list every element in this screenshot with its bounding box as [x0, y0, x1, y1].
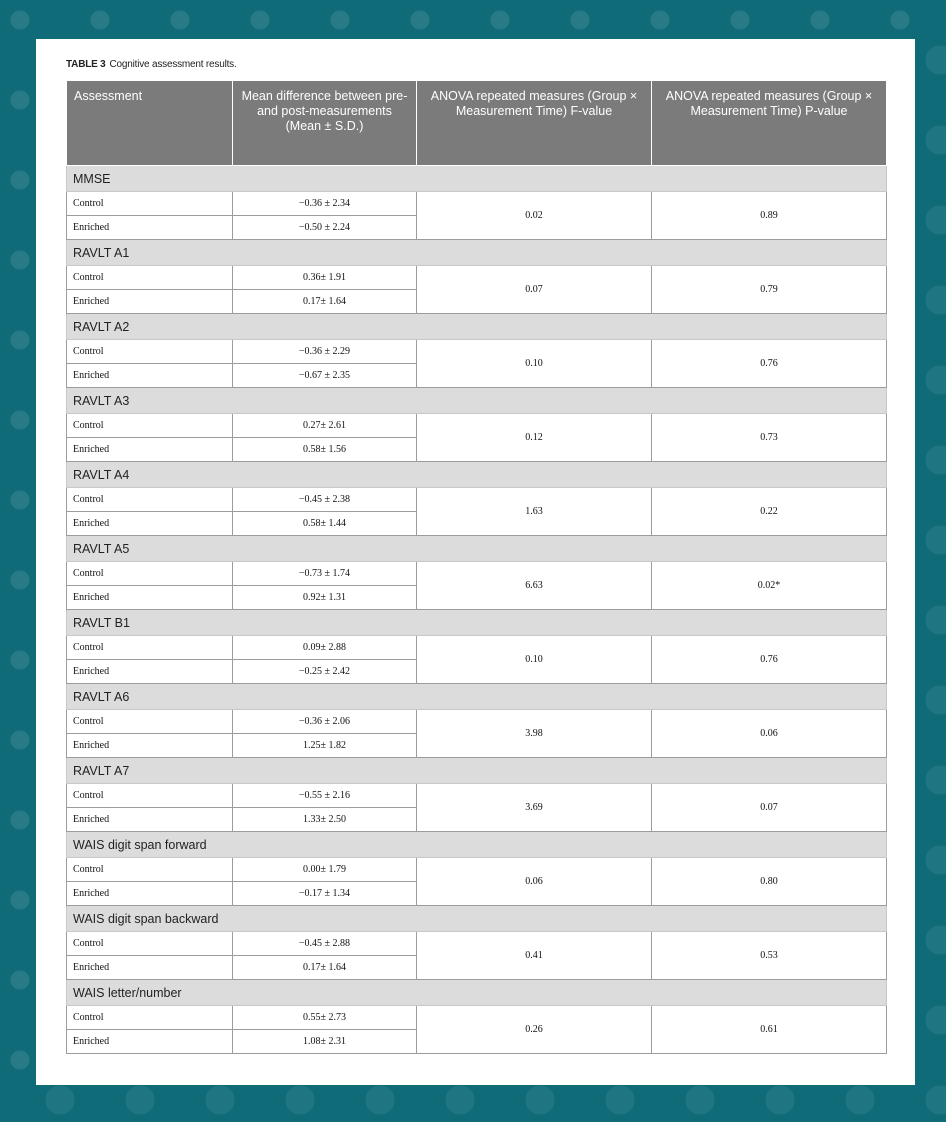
- group-label-cell: Control: [67, 932, 233, 956]
- group-label-cell: Enriched: [67, 512, 233, 536]
- p-value-cell: 0.53: [652, 932, 887, 980]
- p-value-cell: 0.76: [652, 340, 887, 388]
- group-header-row: [67, 832, 887, 858]
- group-header-row: [67, 388, 887, 414]
- table-row: [67, 710, 887, 734]
- group-header-row: [67, 980, 887, 1006]
- p-value-cell: 0.61: [652, 1006, 887, 1054]
- group-header-row: [67, 462, 887, 488]
- p-value-cell: 0.02*: [652, 562, 887, 610]
- group-name: RAVLT A5: [67, 536, 887, 562]
- group-header-row: [67, 610, 887, 636]
- group-label-cell: Control: [67, 192, 233, 216]
- mean-difference-cell: −0.55 ± 2.16: [233, 784, 417, 808]
- mean-difference-cell: 0.17± 1.64: [233, 290, 417, 314]
- mean-difference-cell: 0.55± 2.73: [233, 1006, 417, 1030]
- group-label-cell: Enriched: [67, 290, 233, 314]
- p-value-cell: 0.07: [652, 784, 887, 832]
- mean-difference-cell: −0.36 ± 2.06: [233, 710, 417, 734]
- header-p-value: ANOVA repeated measures (Group × Measurement Time) P-value: [652, 81, 887, 166]
- mean-difference-cell: 1.33± 2.50: [233, 808, 417, 832]
- p-value-cell: 0.79: [652, 266, 887, 314]
- header-row: [67, 81, 887, 166]
- mean-difference-cell: −0.50 ± 2.24: [233, 216, 417, 240]
- group-header-row: [67, 166, 887, 192]
- group-label-cell: Enriched: [67, 438, 233, 462]
- group-label-cell: Control: [67, 266, 233, 290]
- group-header-row: [67, 906, 887, 932]
- group-label-cell: Control: [67, 858, 233, 882]
- mean-difference-cell: 0.09± 2.88: [233, 636, 417, 660]
- mean-difference-cell: −0.36 ± 2.34: [233, 192, 417, 216]
- group-label-cell: Enriched: [67, 734, 233, 758]
- table-row: [67, 636, 887, 660]
- group-name: RAVLT A6: [67, 684, 887, 710]
- mean-difference-cell: 0.00± 1.79: [233, 858, 417, 882]
- group-name: RAVLT A1: [67, 240, 887, 266]
- f-value-cell: 1.63: [417, 488, 652, 536]
- table-row: [67, 562, 887, 586]
- group-label-cell: Enriched: [67, 1030, 233, 1054]
- f-value-cell: 0.10: [417, 340, 652, 388]
- table-caption: [66, 59, 237, 70]
- group-label-cell: Control: [67, 488, 233, 512]
- p-value-cell: 0.89: [652, 192, 887, 240]
- f-value-cell: 0.06: [417, 858, 652, 906]
- group-label-cell: Enriched: [67, 216, 233, 240]
- header-assessment: Assessment: [67, 81, 233, 166]
- mean-difference-cell: −0.45 ± 2.38: [233, 488, 417, 512]
- f-value-cell: 3.98: [417, 710, 652, 758]
- group-name: RAVLT B1: [67, 610, 887, 636]
- group-label-cell: Control: [67, 414, 233, 438]
- group-header-row: [67, 240, 887, 266]
- group-label-cell: Control: [67, 784, 233, 808]
- mean-difference-cell: 1.08± 2.31: [233, 1030, 417, 1054]
- mean-difference-cell: 1.25± 1.82: [233, 734, 417, 758]
- mean-difference-cell: −0.45 ± 2.88: [233, 932, 417, 956]
- f-value-cell: 6.63: [417, 562, 652, 610]
- group-name: WAIS letter/number: [67, 980, 887, 1006]
- p-value-cell: 0.22: [652, 488, 887, 536]
- group-label-cell: Control: [67, 1006, 233, 1030]
- group-name: RAVLT A2: [67, 314, 887, 340]
- group-name: RAVLT A3: [67, 388, 887, 414]
- mean-difference-cell: 0.58± 1.44: [233, 512, 417, 536]
- mean-difference-cell: 0.36± 1.91: [233, 266, 417, 290]
- table-row: [67, 1006, 887, 1030]
- results-table: [66, 80, 887, 1054]
- group-label-cell: Enriched: [67, 882, 233, 906]
- header-mean-difference: Mean difference between pre- and post-measurements (Mean ± S.D.): [233, 81, 417, 166]
- group-label-cell: Enriched: [67, 660, 233, 684]
- table-row: [67, 488, 887, 512]
- mean-difference-cell: 0.17± 1.64: [233, 956, 417, 980]
- group-header-row: [67, 758, 887, 784]
- group-label-cell: Control: [67, 340, 233, 364]
- mean-difference-cell: 0.27± 2.61: [233, 414, 417, 438]
- mean-difference-cell: 0.58± 1.56: [233, 438, 417, 462]
- group-label-cell: Enriched: [67, 956, 233, 980]
- group-label-cell: Control: [67, 562, 233, 586]
- table-row: [67, 858, 887, 882]
- table-row: [67, 784, 887, 808]
- f-value-cell: 0.02: [417, 192, 652, 240]
- mean-difference-cell: −0.25 ± 2.42: [233, 660, 417, 684]
- table-row: [67, 340, 887, 364]
- group-name: RAVLT A7: [67, 758, 887, 784]
- p-value-cell: 0.76: [652, 636, 887, 684]
- mean-difference-cell: −0.36 ± 2.29: [233, 340, 417, 364]
- table-caption-text: Cognitive assessment results.: [109, 59, 237, 70]
- table-label: TABLE 3: [66, 59, 106, 70]
- f-value-cell: 0.10: [417, 636, 652, 684]
- group-label-cell: Enriched: [67, 364, 233, 388]
- group-header-row: [67, 536, 887, 562]
- p-value-cell: 0.80: [652, 858, 887, 906]
- group-label-cell: Enriched: [67, 808, 233, 832]
- mean-difference-cell: 0.92± 1.31: [233, 586, 417, 610]
- mean-difference-cell: −0.67 ± 2.35: [233, 364, 417, 388]
- group-label-cell: Control: [67, 636, 233, 660]
- group-name: RAVLT A4: [67, 462, 887, 488]
- mean-difference-cell: −0.73 ± 1.74: [233, 562, 417, 586]
- f-value-cell: 0.41: [417, 932, 652, 980]
- table-row: [67, 932, 887, 956]
- group-label-cell: Control: [67, 710, 233, 734]
- group-label-cell: Enriched: [67, 586, 233, 610]
- group-name: MMSE: [67, 166, 887, 192]
- f-value-cell: 0.07: [417, 266, 652, 314]
- mean-difference-cell: −0.17 ± 1.34: [233, 882, 417, 906]
- table-body: [67, 166, 887, 1054]
- header-f-value: ANOVA repeated measures (Group × Measurement Time) F-value: [417, 81, 652, 166]
- table-row: [67, 266, 887, 290]
- group-name: WAIS digit span backward: [67, 906, 887, 932]
- p-value-cell: 0.73: [652, 414, 887, 462]
- group-header-row: [67, 314, 887, 340]
- table-row: [67, 192, 887, 216]
- f-value-cell: 3.69: [417, 784, 652, 832]
- p-value-cell: 0.06: [652, 710, 887, 758]
- group-header-row: [67, 684, 887, 710]
- group-name: WAIS digit span forward: [67, 832, 887, 858]
- paper-page: [36, 39, 915, 1085]
- table-row: [67, 414, 887, 438]
- f-value-cell: 0.12: [417, 414, 652, 462]
- f-value-cell: 0.26: [417, 1006, 652, 1054]
